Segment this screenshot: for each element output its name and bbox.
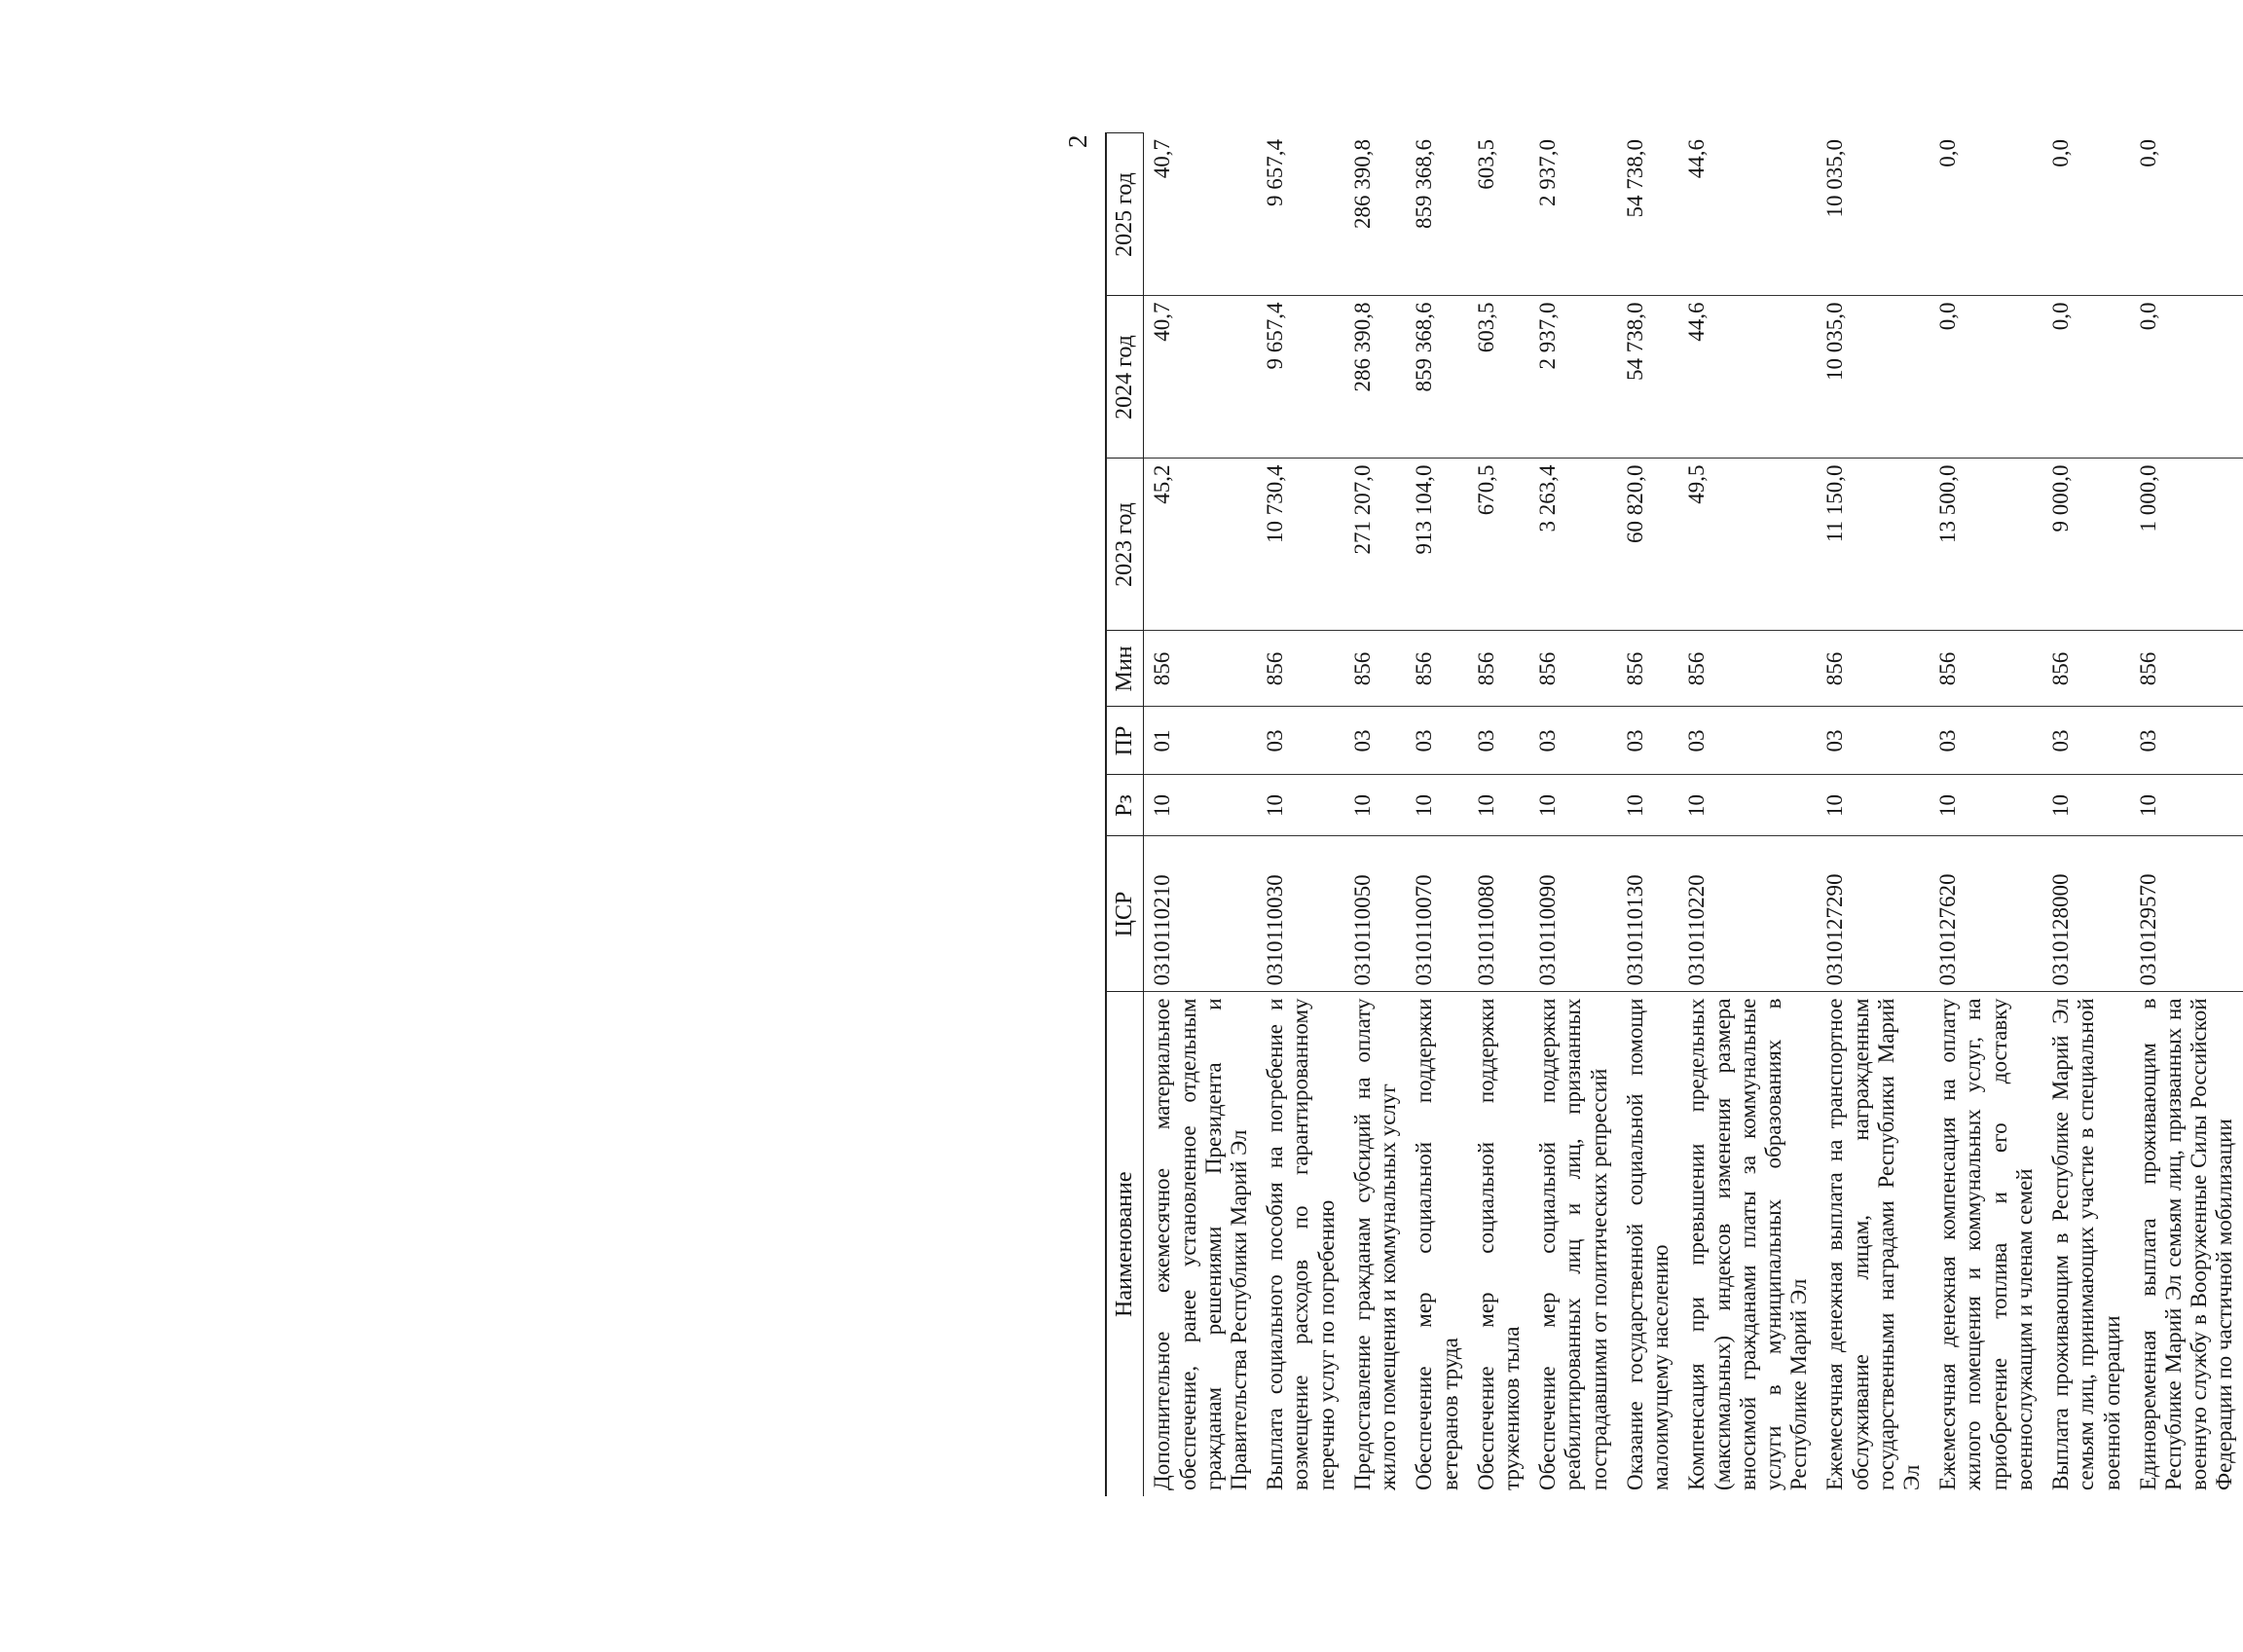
table-row: [1930, 133, 2042, 1496]
header-2024: 2024 год: [1106, 296, 1144, 459]
row-2024: 603,5: [1468, 296, 1529, 459]
table-row: [1817, 133, 1930, 1496]
row-min: 856: [1678, 631, 1817, 707]
table-row: [1529, 133, 1617, 1496]
row-csr: 0310110070: [1406, 836, 1467, 992]
row-min: 856: [2042, 631, 2130, 707]
header-2023: 2023 год: [1106, 459, 1144, 631]
row-rz: 10: [2130, 775, 2243, 836]
row-pr: 03: [1529, 707, 1617, 775]
row-2023: 11 150,0: [1817, 459, 1930, 631]
row-csr: 0310110030: [1257, 836, 1344, 992]
row-csr: 0310110090: [1529, 836, 1617, 992]
row-min: 856: [1406, 631, 1467, 707]
row-rz: 10: [1468, 775, 1529, 836]
row-min: 856: [1468, 631, 1529, 707]
row-min: 856: [1617, 631, 1678, 707]
row-min: 856: [1930, 631, 2042, 707]
row-rz: 10: [1529, 775, 1617, 836]
row-2025: 286 390,8: [1344, 133, 1406, 296]
row-2023: 10 730,4: [1257, 459, 1344, 631]
row-rz: 10: [1144, 775, 1257, 836]
row-2024: 286 390,8: [1344, 296, 1406, 459]
table-header-row: [1106, 133, 1144, 1496]
row-rz: 10: [2042, 775, 2130, 836]
row-csr: 0310110220: [1678, 836, 1817, 992]
row-csr: 0310110130: [1617, 836, 1678, 992]
page-number: 2: [1063, 134, 1092, 148]
row-name: Ежемесячная денежная выплата на транспортное обслуживание лицам, награжденным государственными наградами Республики Марий Эл: [1822, 998, 1925, 1490]
row-2024: 0,0: [2042, 296, 2130, 459]
row-name: Дополнительное ежемесячное материальное обеспечение, ранее установленное отдельным гражданам решениями Президента и Правительства Республики Марий Эл: [1150, 998, 1252, 1490]
table-row: [1468, 133, 1529, 1496]
rotated-page: [1012, 133, 2237, 1652]
row-2024: 2 937,0: [1529, 296, 1617, 459]
row-2025: 0,0: [1930, 133, 2042, 296]
row-2023: 913 104,0: [1406, 459, 1467, 631]
row-csr: 0310127620: [1930, 836, 2042, 992]
row-pr: 03: [2042, 707, 2130, 775]
row-2023: 271 207,0: [1344, 459, 1406, 631]
row-pr: 03: [1678, 707, 1817, 775]
row-2024: 0,0: [1930, 296, 2042, 459]
row-2023: 13 500,0: [1930, 459, 2042, 631]
row-2025: 0,0: [2130, 133, 2243, 296]
row-2025: 54 738,0: [1617, 133, 1678, 296]
header-min: Мин: [1106, 631, 1144, 707]
row-2025: 859 368,6: [1406, 133, 1467, 296]
row-pr: 03: [1617, 707, 1678, 775]
row-2023: 670,5: [1468, 459, 1529, 631]
row-name: Выплата социального пособия на погребение и возмещение расходов по гарантированному перечню услуг по погребению: [1263, 998, 1339, 1490]
row-csr: 0310110210: [1144, 836, 1257, 992]
row-rz: 10: [1406, 775, 1467, 836]
header-name: Наименование: [1106, 992, 1144, 1496]
row-2023: 1 000,0: [2130, 459, 2243, 631]
row-name: Обеспечение мер социальной поддержки ветеранов труда: [1412, 998, 1462, 1490]
row-2023: 3 263,4: [1529, 459, 1617, 631]
row-pr: 03: [1930, 707, 2042, 775]
header-csr: ЦСР: [1106, 836, 1144, 992]
header-2025: 2025 год: [1106, 133, 1144, 296]
row-csr: 0310129570: [2130, 836, 2243, 992]
row-name: Единовременная выплата проживающим в Республике Марий Эл семьям лиц, призванных на военную службу в Вооруженные Силы Российской Федерации по частичной мобилизации: [2135, 998, 2237, 1490]
row-pr: 03: [1817, 707, 1930, 775]
row-rz: 10: [1678, 775, 1817, 836]
row-name: Компенсация при превышении предельных (максимальных) индексов изменения размера вносимой гражданами платы за коммунальные услуги в муниципальных образованиях в Республике Марий Эл: [1684, 998, 1812, 1490]
row-2025: 0,0: [2042, 133, 2130, 296]
row-2025: 40,7: [1144, 133, 1257, 296]
row-2023: 49,5: [1678, 459, 1817, 631]
row-rz: 10: [1617, 775, 1678, 836]
row-rz: 10: [1817, 775, 1930, 836]
table-row: [2042, 133, 2130, 1496]
table-row: [1406, 133, 1467, 1496]
table-row: [1617, 133, 1678, 1496]
row-min: 856: [1257, 631, 1344, 707]
row-min: 856: [2130, 631, 2243, 707]
row-csr: 0310127290: [1817, 836, 1930, 992]
row-name: Оказание государственной социальной помощи малоимущему населению: [1622, 998, 1673, 1490]
row-csr: 0310110050: [1344, 836, 1406, 992]
row-min: 856: [1817, 631, 1930, 707]
row-name: Предоставление гражданам субсидий на оплату жилого помещения и коммунальных услуг: [1349, 998, 1401, 1490]
row-2023: 9 000,0: [2042, 459, 2130, 631]
table-row: [1257, 133, 1344, 1496]
row-rz: 10: [1344, 775, 1406, 836]
table-row: [2130, 133, 2243, 1496]
row-2024: 40,7: [1144, 296, 1257, 459]
header-pr: ПР: [1106, 707, 1144, 775]
row-pr: 03: [1257, 707, 1344, 775]
row-2025: 603,5: [1468, 133, 1529, 296]
row-rz: 10: [1257, 775, 1344, 836]
row-min: 856: [1344, 631, 1406, 707]
row-2025: 2 937,0: [1529, 133, 1617, 296]
table-row: [1144, 133, 1257, 1496]
row-2025: 44,6: [1678, 133, 1817, 296]
row-2024: 859 368,6: [1406, 296, 1467, 459]
row-min: 856: [1529, 631, 1617, 707]
row-2024: 54 738,0: [1617, 296, 1678, 459]
row-2025: 9 657,4: [1257, 133, 1344, 296]
row-name: Выплата проживающим в Республике Марий Эл семьям лиц, принимающих участие в специальной военной операции: [2048, 998, 2124, 1490]
row-2023: 60 820,0: [1617, 459, 1678, 631]
row-2024: 0,0: [2130, 296, 2243, 459]
row-rz: 10: [1930, 775, 2042, 836]
row-2023: 45,2: [1144, 459, 1257, 631]
row-pr: 03: [1468, 707, 1529, 775]
table-row: [1678, 133, 1817, 1496]
row-2024: 10 035,0: [1817, 296, 1930, 459]
row-2024: 9 657,4: [1257, 296, 1344, 459]
row-pr: 03: [1406, 707, 1467, 775]
row-csr: 0310128000: [2042, 836, 2130, 992]
row-pr: 03: [1344, 707, 1406, 775]
row-2024: 44,6: [1678, 296, 1817, 459]
table-row: [1344, 133, 1406, 1496]
header-rz: Рз: [1106, 775, 1144, 836]
row-pr: 03: [2130, 707, 2243, 775]
budget-table: [1105, 133, 2243, 1497]
row-name: Обеспечение мер социальной поддержки реабилитированных лиц и лиц, признанных пострадавшими от политических репрессий: [1535, 998, 1611, 1490]
row-pr: 01: [1144, 707, 1257, 775]
row-name: Ежемесячная денежная компенсация на оплату жилого помещения и коммунальных услуг, на приобретение топлива и его доставку военнослужащим и членам семей: [1935, 998, 2037, 1490]
row-2025: 10 035,0: [1817, 133, 1930, 296]
row-name: Обеспечение мер социальной поддержки тружеников тыла: [1473, 998, 1524, 1490]
row-csr: 0310110080: [1468, 836, 1529, 992]
row-min: 856: [1144, 631, 1257, 707]
